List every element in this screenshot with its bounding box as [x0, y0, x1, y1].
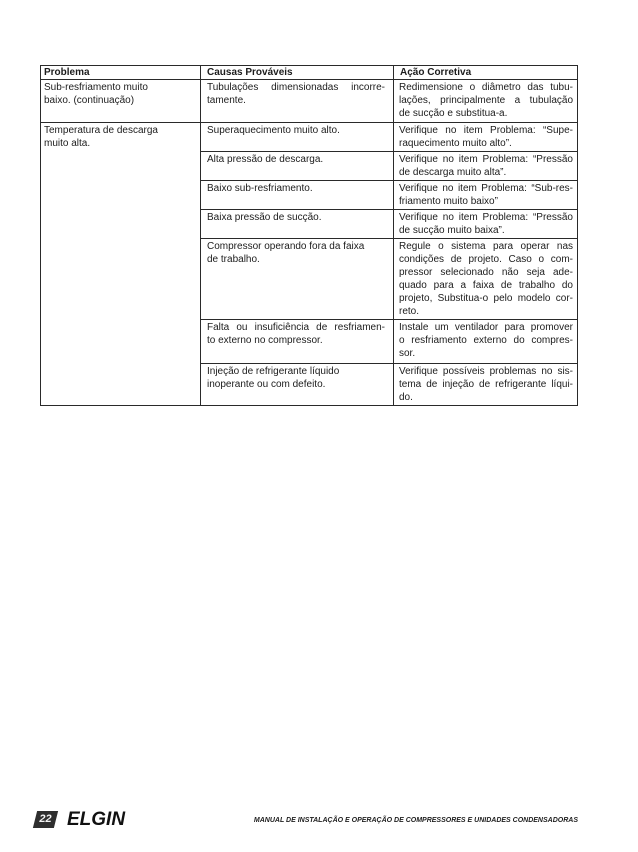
action-text-line: o resfriamento externo do compres- — [399, 335, 573, 346]
cause-text-line: Superaquecimento muito alto. — [207, 125, 340, 136]
action-text-line: Instale um ventilador para promover — [399, 322, 573, 333]
cause-text-line: Compressor operando fora da faixa — [207, 241, 365, 252]
problem-cell — [41, 80, 201, 123]
action-text-line: tema de injeção de refrigerante líqui- — [399, 379, 573, 390]
action-text-line: raquecimento muito alto”. — [399, 138, 512, 149]
cause-text-line: Baixa pressão de sucção. — [207, 212, 322, 223]
page-number-badge — [33, 811, 58, 828]
action-text-line: Verifique no item Problema: “Supe- — [399, 125, 573, 136]
action-text-line: Verifique no item Problema: “Pressão — [399, 154, 573, 165]
cause-cell — [201, 364, 394, 406]
cause-text-line: de trabalho. — [207, 254, 260, 265]
action-text-line: de sucção e substitua-a. — [399, 108, 508, 119]
action-cell — [394, 320, 578, 364]
manual-title: MANUAL DE INSTALAÇÃO E OPERAÇÃO DE COMPRESSORES E UNIDADES CONDENSADORAS — [253, 817, 578, 824]
action-text-line: Regule o sistema para operar nas — [399, 241, 573, 252]
cause-cell — [201, 320, 394, 364]
action-cell — [394, 152, 578, 181]
cause-cell — [201, 80, 394, 123]
troubleshooting-table — [40, 65, 578, 406]
cause-text-line: Falta ou insuficiência de resfriamen- — [207, 322, 385, 333]
action-cell — [394, 364, 578, 406]
cause-text-line: Tubulações dimensionadas incorre- — [207, 82, 385, 93]
action-text-line: Verifique no item Problema: “Pressão — [399, 212, 573, 223]
table-row — [41, 80, 578, 123]
cause-text-line: Baixo sub-resfriamento. — [207, 183, 313, 194]
cause-text-line: Injeção de refrigerante líquido — [207, 366, 340, 377]
action-cell — [394, 181, 578, 210]
action-text-line: projeto, Substitua-o pelo modelo cor- — [399, 293, 573, 304]
cause-cell — [201, 181, 394, 210]
action-cell — [394, 123, 578, 152]
action-cell — [394, 239, 578, 320]
cause-text-line: inoperante ou com defeito. — [207, 379, 326, 390]
table-row — [41, 123, 578, 152]
action-text-line: quado para a faixa de trabalho do — [399, 280, 573, 291]
cause-text-line: Alta pressão de descarga. — [207, 154, 324, 165]
action-text-line: Verifique possíveis problemas no sis- — [399, 366, 573, 377]
action-text-line: reto. — [399, 306, 420, 317]
action-cell — [394, 80, 578, 123]
page-number: 22 — [39, 813, 52, 825]
action-text-line: friamento muito baixo” — [399, 196, 498, 207]
cause-text-line: to externo no compressor. — [207, 335, 323, 346]
action-text-line: Verifique no item Problema: “Sub-res- — [399, 183, 573, 194]
cause-text-line: tamente. — [207, 95, 246, 106]
action-text-line: de descarga muito alta”. — [399, 167, 507, 178]
problem-text-line: Sub-resfriamento muito — [44, 82, 148, 93]
action-text-line: sor. — [399, 348, 416, 359]
elgin-logo: ELGIN — [67, 809, 126, 830]
action-text-line: condições de projeto. Caso o com- — [399, 254, 573, 265]
action-text-line: Redimensione o diâmetro das tubu- — [399, 82, 573, 93]
action-text-line: lações, principalmente a tubulação — [399, 95, 573, 106]
action-text-line: do. — [399, 392, 413, 403]
header-problem: Problema — [41, 66, 201, 80]
cause-cell — [201, 210, 394, 239]
problem-text-line: muito alta. — [44, 138, 91, 149]
problem-text-line: Temperatura de descarga — [44, 125, 158, 136]
header-corrective-action: Ação Corretiva — [394, 66, 578, 80]
action-text-line: pressor selecionado não seja ade- — [399, 267, 573, 278]
cause-cell — [201, 123, 394, 152]
header-probable-causes: Causas Prováveis — [201, 66, 394, 80]
cause-cell — [201, 239, 394, 320]
cause-cell — [201, 152, 394, 181]
problem-text-line: baixo. (continuação) — [44, 95, 135, 106]
problem-cell — [41, 123, 201, 406]
action-text-line: de sucção muito baixa”. — [399, 225, 505, 236]
action-cell — [394, 210, 578, 239]
table-header-row — [41, 66, 578, 80]
